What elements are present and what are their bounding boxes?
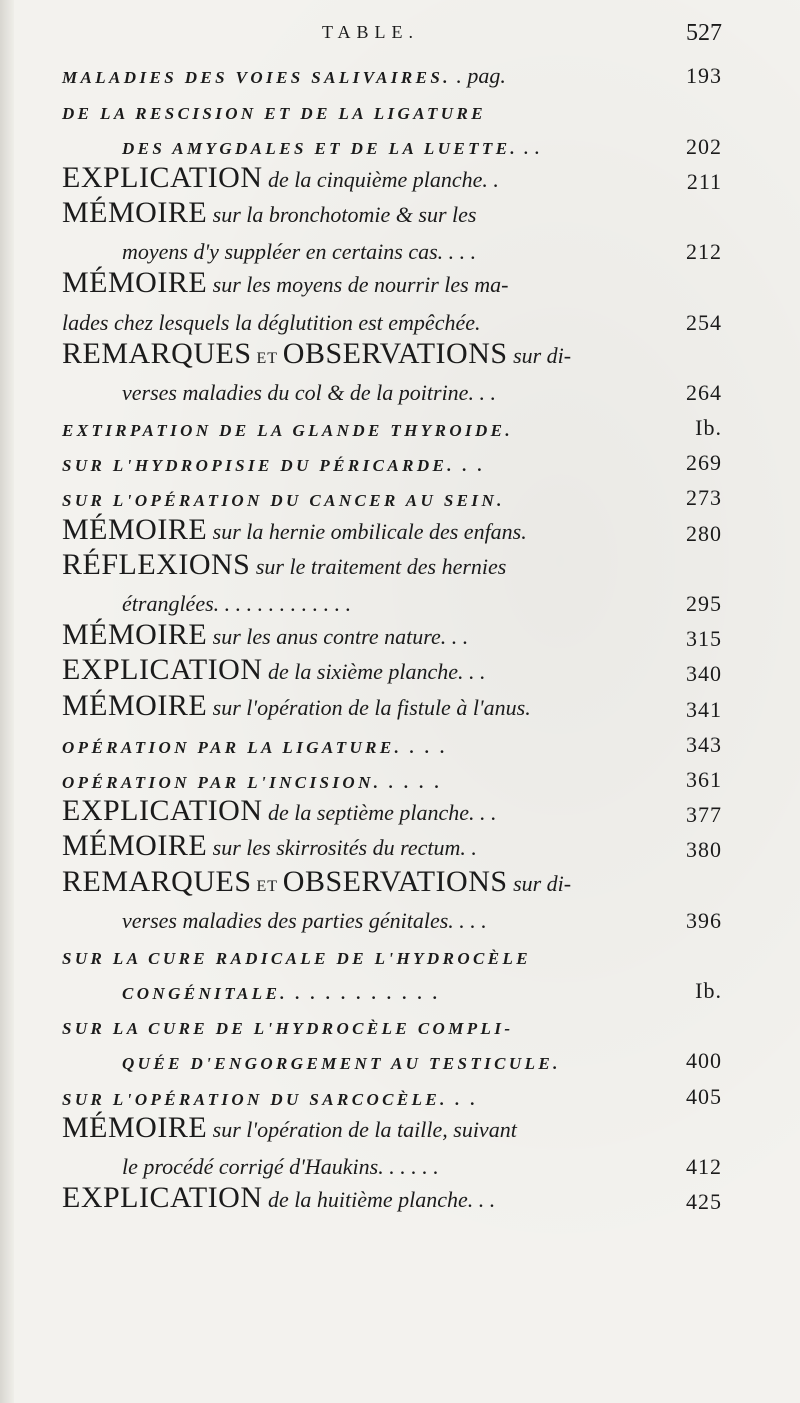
toc-entry-text [62,689,531,723]
toc-line [62,93,722,128]
toc-page-number: 425 [686,1189,722,1215]
toc-entry-text [62,794,497,828]
toc-line [62,1008,722,1043]
toc-entry-heading: REMARQUES [62,864,252,898]
toc-page-number: 202 [686,133,722,159]
toc-page-number: 377 [686,802,722,828]
toc-entry-italic: . pag. [450,63,506,89]
toc-entry-heading: MÉMOIRE [62,1110,208,1144]
toc-entry-text [122,239,476,265]
toc-entry-heading: EXPLICATION [62,160,263,194]
running-title: TABLE. [322,22,420,42]
toc-entry-text [62,456,486,476]
toc-entry-smallcaps: QUÉE D'ENGORGEMENT AU TESTICULE. [122,1054,561,1074]
toc-line [62,829,722,867]
toc-page-number: 315 [686,626,722,652]
toc-line [62,445,722,480]
toc-page-number: 380 [686,837,722,863]
toc-entry-text [62,618,468,652]
toc-line [62,688,722,726]
toc-entry-smallcaps: DES AMYGDALES ET DE LA LUETTE. [122,138,519,158]
toc-line [62,618,722,656]
toc-entry-text [62,266,508,300]
toc-entry-italic: de la cinquième planche. . [262,166,499,192]
toc-page-number: 412 [686,1154,722,1179]
toc-entry-text [62,104,486,124]
toc-line [62,727,722,762]
toc-entry-italic: sur la bronchotomie & sur les [207,201,477,227]
toc-entry-text [62,829,477,863]
toc-entry-text [62,1181,495,1215]
toc-entry-text [122,591,351,617]
toc-entry-smallcaps: SUR L'OPÉRATION DU SARCOCÈLE. . . [62,1089,479,1109]
toc-entry-italic: de la huitième planche. . . [262,1187,496,1213]
toc-entry-text [122,1054,561,1074]
toc-entry-heading: MÉMOIRE [62,512,208,546]
toc-entry-italic: verses maladies des parties génitales. . . . [122,907,487,933]
toc-entry-heading: MÉMOIRE [62,195,208,229]
toc-entry-smallcaps: OPÉRATION PAR LA LIGATURE. . . . [62,737,449,757]
toc-page-number: 361 [686,766,722,792]
toc-line [62,864,722,902]
toc-entry-heading: OBSERVATIONS [282,864,508,898]
toc-entry-smallcaps: SUR LA CURE RADICALE DE L'HYDROCÈLE [62,948,531,968]
toc-page-number: 212 [686,239,722,265]
toc-entry-text [62,513,527,547]
toc-entry-italic: étranglées. . . . . . . . . . . . . [122,591,352,616]
toc-entry-italic: sur di- [507,342,572,368]
toc-entry-heading: MÉMOIRE [62,829,208,863]
toc-entry-italic: sur les moyens de nourrir les ma- [207,272,509,298]
toc-line [62,1181,722,1219]
toc-line [62,375,722,410]
toc-page-number: 273 [686,485,722,511]
toc-page-number: 341 [686,696,722,722]
page-header [62,20,722,52]
toc-entry-text [62,1019,513,1039]
toc-entry-italic: sur di- [507,870,572,896]
toc-entry-smallcaps: EXTIRPATION DE LA GLANDE THYROIDE. [62,421,514,441]
toc-line [62,1149,722,1184]
toc-entry-text [62,738,448,758]
toc-entry-heading: EXPLICATION [62,653,263,687]
toc-entry-italic: sur la hernie ombilicale des enfans. [207,518,527,544]
toc-line [62,304,722,339]
toc-page-number: 343 [686,731,722,757]
toc-entry-smallcaps: SUR L'HYDROPISIE DU PÉRICARDE. . . [62,456,486,476]
toc-line [62,410,722,445]
toc-line [62,336,722,375]
toc-line [62,128,722,163]
toc-entry-heading: REMARQUES [62,336,252,370]
toc-line [62,1110,722,1149]
toc-line [62,266,722,304]
toc-line [62,1078,722,1113]
toc-line [62,762,722,797]
toc-entry-italic: le procédé corrigé d'Haukins. . . . . . [122,1154,439,1179]
toc-page-number: Ib. [695,978,722,1004]
toc-entry-text [62,1090,478,1110]
toc-line [62,195,722,234]
toc-entry-italic: sur les anus contre nature. . . [207,624,469,650]
toc-line [62,160,722,199]
toc-page-number: 280 [686,520,722,546]
toc-entry-smallcaps: SUR L'OPÉRATION DU CANCER AU SEIN. [62,491,505,511]
toc-entry-text [122,1154,439,1180]
toc-entry-conjunction: ET [251,349,283,367]
toc-page-number: 211 [686,168,722,194]
toc-entry-heading: MÉMOIRE [62,266,208,300]
toc-line [62,938,722,973]
toc-entry-text [122,134,540,160]
toc-line [62,903,722,938]
toc-entry-text [62,773,443,793]
toc-entry-smallcaps: CONGÉNITALE. . . . . . . . . . . [122,984,441,1004]
toc-line [62,480,722,515]
toc-page-number: 396 [686,907,722,933]
toc-entry-italic: sur les skirrosités du rectum. . [207,835,477,861]
toc-entry-heading: EXPLICATION [62,1181,263,1215]
toc-entry-text [122,908,487,934]
toc-line [62,973,722,1008]
toc-entry-italic: sur l'opération de la fistule à l'anus. [207,694,531,720]
toc-entry-text [62,63,506,89]
toc-entry-text [62,161,499,195]
toc-entry-text [62,865,571,899]
toc-line [62,547,722,586]
toc-entry-smallcaps: MALADIES DES VOIES SALIVAIRES. [62,68,451,88]
toc-entry-text [62,310,481,336]
toc-entry-text [62,1111,517,1145]
toc-line [62,234,722,269]
table-of-contents [62,58,722,1219]
toc-entry-text [62,548,506,582]
toc-entry-text [122,380,496,406]
toc-entry-heading: OBSERVATIONS [282,336,508,370]
toc-page-number: 400 [686,1048,722,1074]
toc-line [62,1043,722,1078]
toc-entry-text [62,653,486,687]
toc-entry-italic: de la septième planche. . . [262,800,497,826]
toc-entry-italic: sur le traitement des hernies [250,553,507,579]
toc-entry-italic: lades chez lesquels la déglutition est empêchée. [62,309,481,335]
toc-line [62,653,722,691]
toc-entry-italic: sur l'opération de la taille, suivant [207,1116,517,1142]
toc-entry-heading: MÉMOIRE [62,618,208,652]
toc-line [62,586,722,621]
page-edge-shadow [0,0,14,1403]
toc-entry-italic: de la sixième planche. . . [262,659,486,685]
toc-page-number: 269 [686,450,722,476]
toc-entry-smallcaps: DE LA RESCISION ET DE LA LIGATURE [62,104,486,124]
toc-entry-italic: moyens d'y suppléer en certains cas. . . . [122,239,477,265]
toc-page-number: 295 [686,591,722,616]
toc-entry-smallcaps: OPÉRATION PAR L'INCISION. . . . . [62,772,443,792]
toc-entry-text [62,196,476,230]
toc-line [62,794,722,832]
toc-entry-heading: MÉMOIRE [62,688,208,722]
toc-page-number: Ib. [695,415,722,441]
toc-entry-italic: verses maladies du col & de la poitrine. . . [122,379,496,405]
toc-entry-italic: . . [518,133,541,159]
toc-page-number: 405 [686,1083,722,1109]
toc-page-number: 193 [686,63,722,89]
toc-page-number: 340 [686,661,722,687]
toc-entry-text [122,984,441,1004]
toc-entry-conjunction: ET [251,877,283,895]
toc-entry-text [62,337,571,371]
toc-entry-heading: RÉFLEXIONS [62,547,251,581]
page-number: 527 [686,20,722,46]
toc-entry-text [62,491,505,511]
toc-page-number: 264 [686,379,722,405]
toc-entry-smallcaps: SUR LA CURE DE L'HYDROCÈLE COMPLI- [62,1019,514,1039]
toc-page-number: 254 [686,309,722,335]
toc-entry-text [62,421,513,441]
toc-entry-text [62,949,531,969]
toc-line [62,58,722,93]
toc-entry-heading: EXPLICATION [62,794,263,828]
toc-line [62,512,722,550]
